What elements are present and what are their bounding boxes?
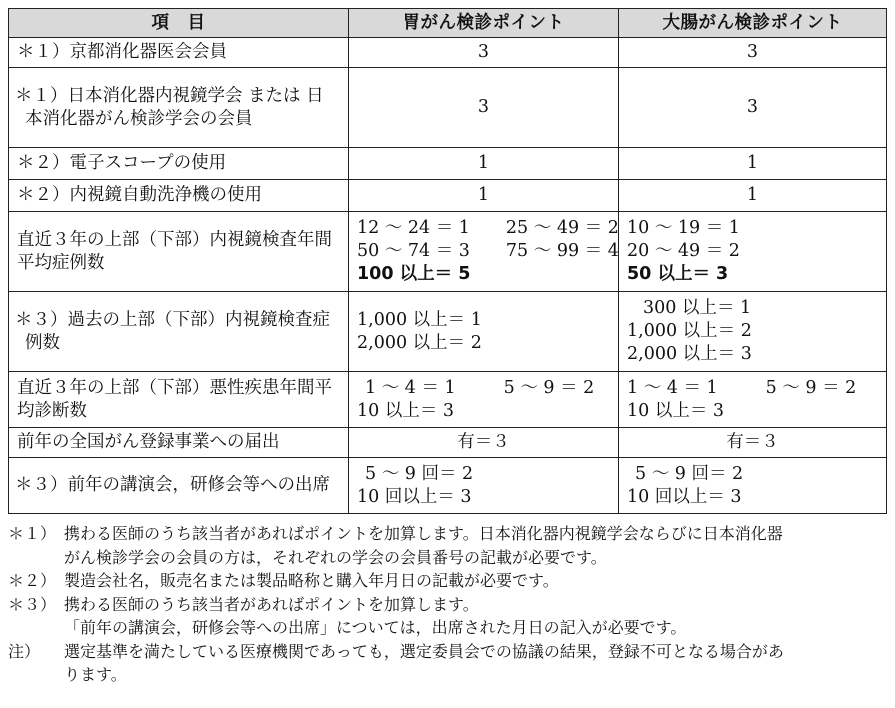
row-stomach-value [349, 292, 619, 372]
table-row [9, 180, 887, 212]
footnote-text: 携わる医師のうち該当者があればポイントを加算します。日本消化器内視鏡学会ならびに日本消化器 [64, 524, 783, 543]
value-line: 1 ～ 4 ＝ 1 [365, 377, 456, 398]
value-line: 10 回以上＝ 3 [627, 486, 742, 507]
row-stomach-value: 有＝３ [349, 428, 619, 458]
row-item: ＊３）過去の上部（下部）内視鏡検査症例数 [9, 292, 349, 372]
row-colon-value: 3 [619, 38, 887, 68]
row-item: 直近３年の上部（下部）内視鏡検査年間平均症例数 [9, 212, 349, 292]
table-row [9, 372, 887, 428]
table-row [9, 458, 887, 514]
value-line: 10 回以上＝ 3 [357, 486, 472, 507]
footnote-text: ります。 [64, 665, 127, 684]
row-item: ＊３）前年の講演会，研修会等への出席 [9, 458, 349, 514]
table-row [9, 292, 887, 372]
header-item: 項 目 [9, 9, 349, 38]
table-row [9, 212, 887, 292]
header-colon: 大腸がん検診ポイント [619, 9, 887, 38]
footnote [8, 616, 888, 640]
row-item: ＊２）内視鏡自動洗浄機の使用 [9, 180, 349, 212]
row-colon-value: 1 [619, 148, 887, 180]
footnote-mark: ＊２） [8, 571, 57, 590]
table-row [9, 68, 887, 148]
footnote-text: がん検診学会の会員の方は，それぞれの学会の会員番号の記載が必要です。 [64, 547, 607, 567]
value-line: 100 以上＝ 5 [357, 264, 471, 284]
row-item: 前年の全国がん登録事業への届出 [9, 428, 349, 458]
footnote-text: 製造会社名，販売名または製品略称と購入年月日の記載が必要です。 [64, 571, 559, 590]
table-row [9, 428, 887, 458]
row-stomach-value: 3 [349, 38, 619, 68]
row-colon-value [619, 458, 887, 514]
footnote [8, 593, 888, 617]
row-stomach-value [349, 212, 619, 292]
footnote-mark: ＊１） [8, 524, 57, 543]
value-line: 1,000 以上＝ 2 [627, 321, 752, 341]
footnote-text: 「前年の講演会，研修会等への出席」については，出席された月日の記入が必要です。 [64, 618, 687, 637]
row-item: 直近３年の上部（下部）悪性疾患年間平均診断数 [9, 372, 349, 428]
value-line: 5 ～ 9 回＝ 2 [635, 463, 744, 484]
footnote [8, 522, 888, 546]
table-header-row [9, 9, 887, 38]
footnote-mark: ＊３） [8, 594, 57, 614]
value-line: 5 ～ 9 ＝ 2 [765, 377, 857, 398]
row-stomach-value [349, 458, 619, 514]
row-item: ＊１）京都消化器医会会員 [9, 38, 349, 68]
footnote [8, 663, 888, 687]
value-line: 12 ～ 24 ＝ 1 [357, 218, 470, 238]
row-stomach-value [349, 372, 619, 428]
points-table [8, 8, 887, 514]
value-line: 300 以上＝ 1 [643, 298, 752, 318]
row-colon-value: 1 [619, 180, 887, 212]
value-line: 1 ～ 4 ＝ 1 [627, 377, 718, 398]
row-stomach-value: 3 [349, 68, 619, 148]
footnotes [8, 522, 888, 687]
value-line: 20 ～ 49 ＝ 2 [627, 241, 740, 261]
footnote [8, 569, 888, 593]
row-colon-value: 3 [619, 68, 887, 148]
value-line: 50 ～ 74 ＝ 3 [357, 241, 470, 261]
row-item: ＊２）電子スコープの使用 [9, 148, 349, 180]
value-line: 50 以上＝ 3 [627, 264, 729, 284]
footnote-text: 選定基準を満たしている医療機関であっても，選定委員会での協議の結果，登録不可となる場合があ [64, 641, 784, 661]
row-colon-value [619, 292, 887, 372]
footnote [8, 640, 888, 664]
row-item: ＊１）日本消化器内視鏡学会 または 日本消化器がん検診学会の会員 [9, 68, 349, 148]
value-line: 2,000 以上＝ 2 [357, 332, 482, 353]
footnote-text: 携わる医師のうち該当者があればポイントを加算します。 [64, 594, 479, 614]
footnote [8, 546, 888, 570]
footnote-mark: 注） [8, 641, 41, 661]
value-line: 10 以上＝ 3 [627, 400, 725, 421]
value-line: 10 ～ 19 ＝ 1 [627, 218, 740, 238]
value-line: 25 ～ 49 ＝ 2 [505, 218, 619, 238]
value-line: 5 ～ 9 回＝ 2 [365, 463, 474, 484]
value-line: 75 ～ 99 ＝ 4 [505, 241, 619, 261]
row-stomach-value: 1 [349, 148, 619, 180]
value-line: 10 以上＝ 3 [357, 400, 455, 421]
row-stomach-value: 1 [349, 180, 619, 212]
value-line: 1,000 以上＝ 1 [357, 309, 482, 330]
row-colon-value [619, 372, 887, 428]
row-colon-value: 有＝３ [619, 428, 887, 458]
table-row [9, 148, 887, 180]
row-colon-value [619, 212, 887, 292]
value-line: 2,000 以上＝ 3 [627, 344, 752, 364]
header-stomach: 胃がん検診ポイント [349, 9, 619, 38]
table-row [9, 38, 887, 68]
value-line: 5 ～ 9 ＝ 2 [503, 377, 595, 398]
